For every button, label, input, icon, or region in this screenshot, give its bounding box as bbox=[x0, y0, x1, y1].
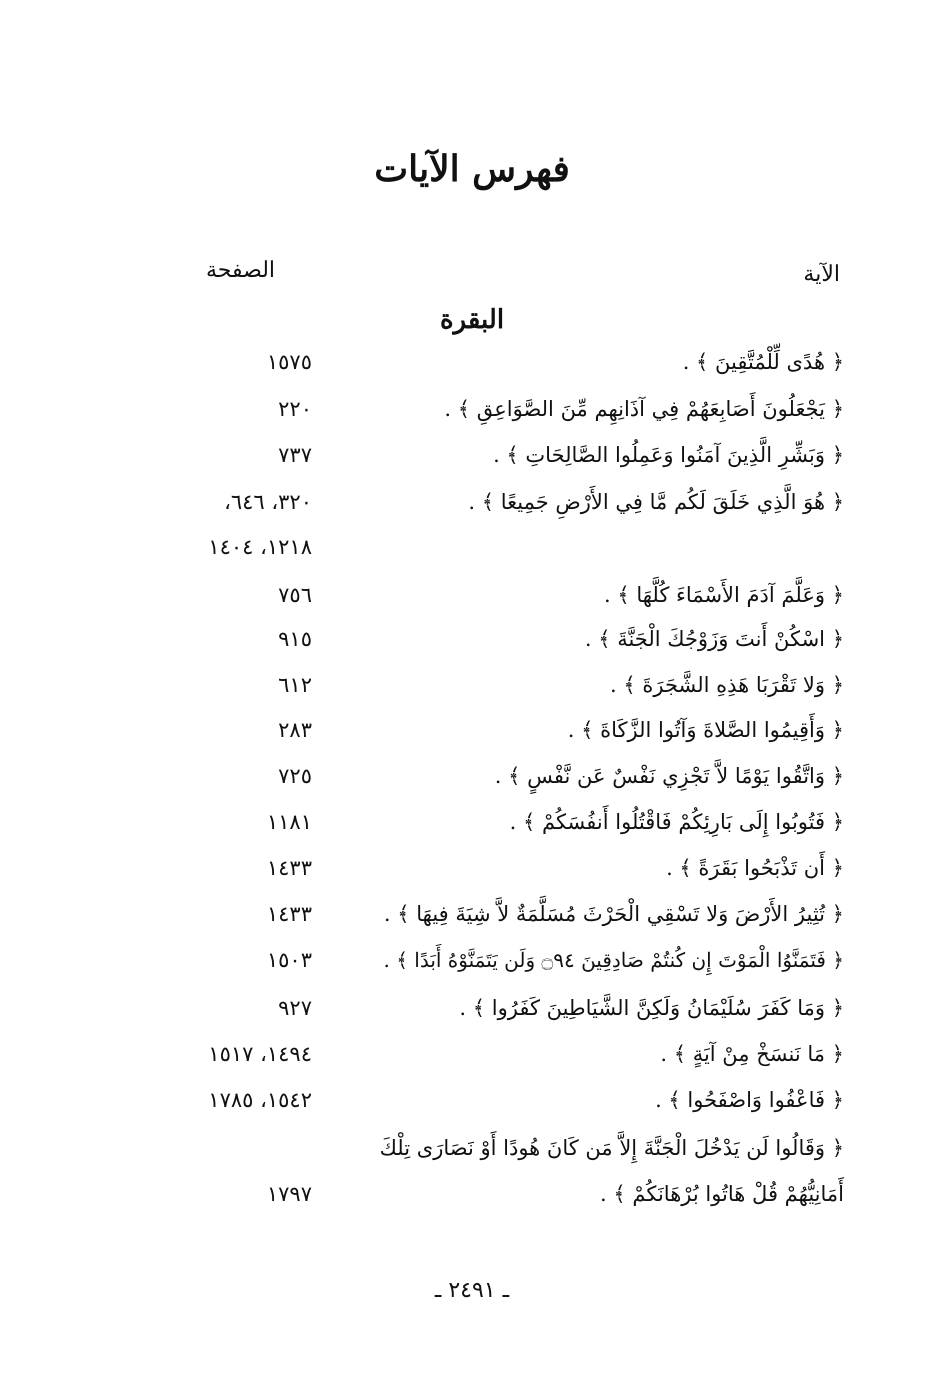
page-reference: ١٤٩٤، ١٥١٧ bbox=[208, 1042, 312, 1066]
index-entry bbox=[0, 902, 944, 946]
verse-text: ﴿ يَجْعَلُونَ أَصَابِعَهُمْ فِي آذَانِهِم مِّنَ الصَّوَاعِقِ ﴾ . bbox=[444, 397, 844, 421]
verse-text: ﴿ وَمَا كَفَرَ سُلَيْمَانُ وَلَكِنَّ الشَّيَاطِينَ كَفَرُوا ﴾ . bbox=[459, 996, 844, 1020]
verse-text: ﴿ هُدًى لِّلْمُتَّقِينَ ﴾ . bbox=[682, 350, 844, 374]
page-title: فهرس الآيات bbox=[374, 148, 570, 190]
verse-text: ﴿ فَتُوبُوا إِلَى بَارِئِكُمْ فَاقْتُلُوا أَنفُسَكُمْ ﴾ . bbox=[509, 810, 844, 834]
verse-text: ﴿ وَلا تَقْرَبَا هَذِهِ الشَّجَرَةَ ﴾ . bbox=[610, 673, 844, 697]
index-entry bbox=[0, 718, 944, 762]
index-entry bbox=[0, 1042, 944, 1086]
page-reference: ١٥٤٢، ١٧٨٥ bbox=[208, 1088, 312, 1112]
index-entry bbox=[0, 1182, 944, 1226]
index-entry bbox=[0, 490, 944, 534]
index-entry bbox=[0, 627, 944, 671]
page-reference: ١٤٣٣ bbox=[266, 902, 312, 926]
index-entry bbox=[0, 948, 944, 992]
page-reference: ٢٢٠ bbox=[278, 397, 312, 421]
page-column-header: الصفحة bbox=[206, 258, 276, 283]
page-number: ـ ٢٤٩١ ـ bbox=[434, 1278, 510, 1303]
index-entry bbox=[0, 996, 944, 1040]
page-reference: ١٤٣٣ bbox=[266, 856, 312, 880]
page-reference: ١٥٧٥ bbox=[266, 350, 312, 374]
verse-text: ﴿ فَاعْفُوا وَاصْفَحُوا ﴾ . bbox=[655, 1088, 844, 1112]
page-reference: ٣٢٠، ٦٤٦، bbox=[224, 490, 312, 514]
index-entry bbox=[0, 1088, 944, 1132]
index-entry bbox=[0, 535, 944, 579]
surah-heading: البقرة bbox=[439, 305, 505, 335]
index-entry bbox=[0, 764, 944, 808]
index-entry bbox=[0, 583, 944, 627]
verse-text: ﴿ فَتَمَنَّوُا الْمَوْتَ إِن كُنتُمْ صَادِقِينَ ۝٩٤ وَلَن يَتَمَنَّوْهُ أَبَدًا ﴾ . bbox=[383, 948, 844, 972]
page-reference: ٧٢٥ bbox=[278, 764, 312, 788]
verse-text: ﴿ وَعَلَّمَ آدَمَ الأَسْمَاءَ كُلَّهَا ﴾ . bbox=[604, 583, 844, 607]
page-reference: ٧٣٧ bbox=[278, 443, 312, 467]
verse-text: ﴿ اسْكُنْ أَنتَ وَزَوْجُكَ الْجَنَّةَ ﴾ . bbox=[584, 627, 844, 651]
index-entry bbox=[0, 1136, 944, 1180]
verse-text: أَمَانِيُّهُمْ قُلْ هَاتُوا بُرْهَانَكُمْ ﴾ . bbox=[600, 1182, 844, 1206]
verse-text: ﴿ تُثِيرُ الأَرْضَ وَلا تَسْقِي الْحَرْثَ مُسَلَّمَةٌ لاَّ شِيَةَ فِيهَا ﴾ . bbox=[383, 902, 844, 926]
verse-text: ﴿ وَبَشِّرِ الَّذِينَ آمَنُوا وَعَمِلُوا الصَّالِحَاتِ ﴾ . bbox=[493, 443, 844, 467]
page-reference: ٩٢٧ bbox=[278, 996, 312, 1020]
page-reference: ٦١٢ bbox=[278, 673, 312, 697]
page-reference: ٢٨٣ bbox=[278, 718, 312, 742]
verse-text: ﴿ وَقَالُوا لَن يَدْخُلَ الْجَنَّةَ إِلاَّ مَن كَانَ هُودًا أَوْ نَصَارَى تِلْكَ bbox=[379, 1136, 844, 1160]
page-reference: ٩١٥ bbox=[278, 627, 312, 651]
verse-column-header: الآية bbox=[803, 262, 840, 287]
verse-text: ﴿ أَن تَذْبَحُوا بَقَرَةً ﴾ . bbox=[666, 856, 844, 880]
page-reference: ١٥٠٣ bbox=[266, 948, 312, 972]
index-entry bbox=[0, 810, 944, 854]
index-entry bbox=[0, 673, 944, 717]
index-entry bbox=[0, 443, 944, 487]
page-reference: ٧٥٦ bbox=[278, 583, 312, 607]
page-reference: ١٧٩٧ bbox=[266, 1182, 312, 1206]
verse-text: ﴿ مَا نَنسَخْ مِنْ آيَةٍ ﴾ . bbox=[660, 1042, 844, 1066]
index-entry bbox=[0, 350, 944, 394]
index-entry bbox=[0, 856, 944, 900]
index-entry bbox=[0, 397, 944, 441]
verse-text: ﴿ وَأَقِيمُوا الصَّلاةَ وَآتُوا الزَّكَاةَ ﴾ . bbox=[567, 718, 844, 742]
verse-text: ﴿ وَاتَّقُوا يَوْمًا لاَّ تَجْزِي نَفْسٌ عَن نَّفْسٍ ﴾ . bbox=[494, 764, 844, 788]
verse-text: ﴿ هُوَ الَّذِي خَلَقَ لَكُم مَّا فِي الأَرْضِ جَمِيعًا ﴾ . bbox=[468, 490, 844, 514]
page-reference: ١٢١٨، ١٤٠٤ bbox=[208, 535, 312, 559]
page-reference: ١١٨١ bbox=[266, 810, 312, 834]
